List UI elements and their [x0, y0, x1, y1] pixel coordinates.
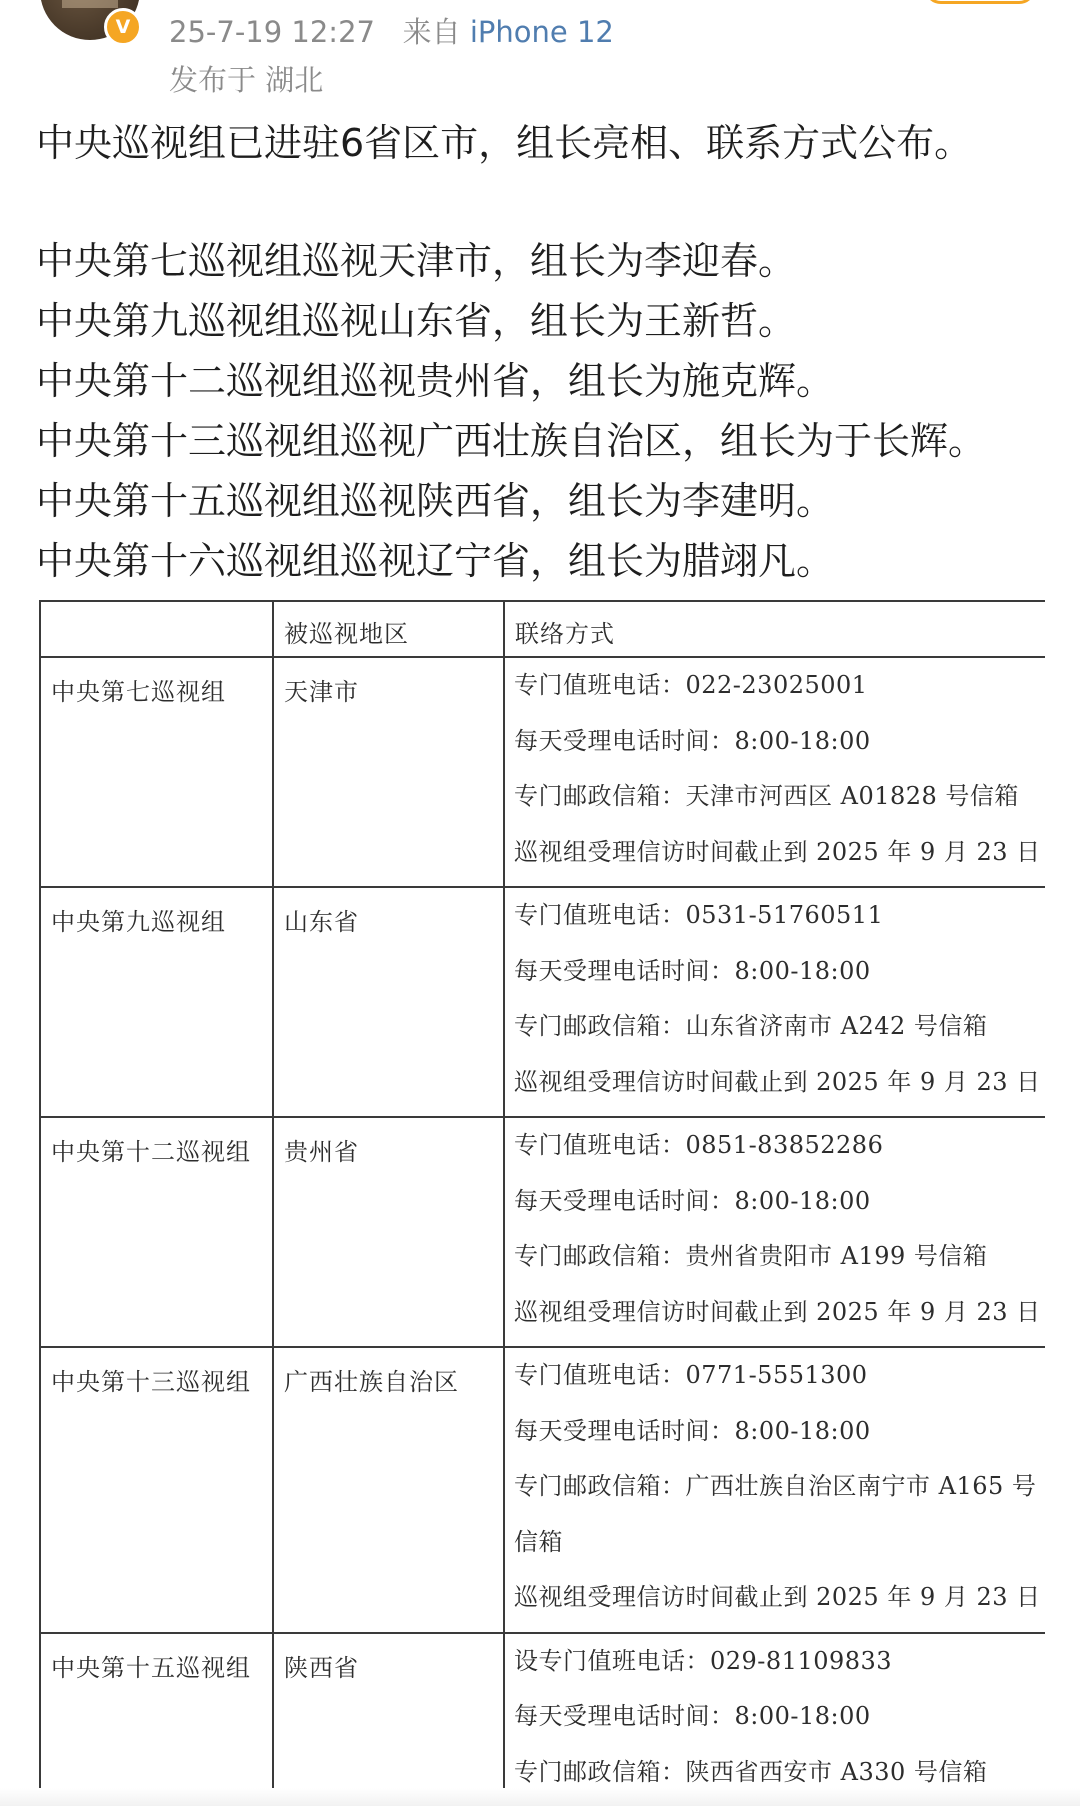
- contact-list: [505, 1118, 1045, 1346]
- post-line: 中央第十六巡视组巡视辽宁省，组长为腊翊凡。: [36, 539, 835, 583]
- region-name: 广西壮族自治区: [284, 1368, 459, 1396]
- table-cell-group: [40, 1347, 273, 1633]
- contact-line: 专门邮政信箱：天津市河西区 A01828 号信箱: [514, 782, 1019, 810]
- post-meta: [169, 10, 614, 51]
- post-source-device-link[interactable]: iPhone 12: [469, 15, 614, 49]
- verified-badge-icon: V: [104, 8, 142, 46]
- region-name: 天津市: [284, 678, 359, 706]
- contact-line: 每天受理电话时间：8:00-18:00: [514, 1416, 871, 1445]
- contact-line: 专门邮政信箱：陕西省西安市 A330 号信箱: [514, 1757, 988, 1786]
- table-cell-contact: [504, 1347, 1045, 1633]
- table-header-row: [40, 601, 1045, 657]
- table-cell-contact: [504, 1633, 1045, 1791]
- table-cell-region: [273, 1117, 504, 1347]
- contact-list: [505, 888, 1045, 1116]
- table-cell-group: [40, 1633, 273, 1791]
- region-name: 山东省: [284, 908, 359, 936]
- group-name: 中央第九巡视组: [51, 908, 226, 936]
- contact-line: 每天受理电话时间：8:00-18:00: [514, 726, 871, 755]
- table-row: [40, 657, 1045, 887]
- table-row: [40, 887, 1045, 1117]
- table-cell-region: [273, 887, 504, 1117]
- contact-line: 每天受理电话时间：8:00-18:00: [514, 956, 871, 985]
- post-time: 25-7-19 12:27: [169, 15, 375, 49]
- contact-line: 专门邮政信箱：广西壮族自治区南宁市 A165 号: [514, 1472, 1037, 1500]
- contact-line: 每天受理电话时间：8:00-18:00: [514, 1702, 871, 1730]
- post-source-prefix: 来自: [402, 15, 461, 49]
- table-cell-group: [40, 1117, 273, 1347]
- post-line: 中央第七巡视组巡视天津市，组长为李迎春。: [36, 239, 797, 283]
- inspection-contact-table: [39, 600, 1045, 1790]
- contact-line: 专门邮政信箱：贵州省贵阳市 A199 号信箱: [514, 1242, 988, 1270]
- contact-line: 每天受理电话时间：8:00-18:00: [514, 1186, 871, 1215]
- contact-line: 专门邮政信箱：山东省济南市 A242 号信箱: [514, 1012, 988, 1040]
- contact-line: 专门值班电话：0531-51760511: [514, 901, 884, 929]
- group-name: 中央第十五巡视组: [51, 1653, 251, 1682]
- contact-line: 巡视组受理信访时间截止到 2025 年 9 月 23 日: [514, 837, 1041, 866]
- table-cell-contact: [504, 1117, 1045, 1347]
- post-line: 中央第九巡视组巡视山东省，组长为王新哲。: [36, 299, 797, 343]
- post-location: 发布于 湖北: [169, 63, 324, 97]
- contact-line: 专门值班电话：022-23025001: [514, 671, 868, 699]
- post-body: [36, 236, 986, 596]
- table-cell-contact: [504, 887, 1045, 1117]
- region-name: 贵州省: [284, 1138, 359, 1166]
- table-header-cell: [40, 601, 273, 657]
- post-line: 中央第十二巡视组巡视贵州省，组长为施克辉。: [36, 359, 835, 403]
- table-cell-region: [273, 657, 504, 887]
- contact-line: 专门值班电话：0851-83852286: [514, 1131, 884, 1159]
- table-row: [40, 1347, 1045, 1633]
- table-cell-group: [40, 657, 273, 887]
- contact-line: 信箱: [514, 1527, 563, 1556]
- contact-line: 巡视组受理信访时间截止到 2025 年 9 月 23 日: [514, 1297, 1041, 1326]
- table-cell-contact: [504, 657, 1045, 887]
- follow-button[interactable]: [924, 0, 1036, 4]
- contact-list: [505, 1634, 1045, 1791]
- post-headline: 中央巡视组已进驻6省区市，组长亮相、联系方式公布。: [36, 121, 973, 165]
- post-image[interactable]: [39, 600, 1045, 1790]
- table-row: [40, 1117, 1045, 1347]
- table-header-cell: 联络方式: [504, 601, 1045, 657]
- contact-list: [505, 658, 1045, 886]
- contact-list: [505, 1348, 1045, 1632]
- group-name: 中央第十二巡视组: [51, 1138, 251, 1166]
- bottom-fade-divider: [0, 1788, 1080, 1806]
- table-cell-group: [40, 887, 273, 1117]
- table-cell-region: [273, 1347, 504, 1633]
- post-line: 中央第十五巡视组巡视陕西省，组长为李建明。: [36, 479, 835, 523]
- contact-line: 专门值班电话：0771-5551300: [514, 1361, 868, 1389]
- table-header-cell: 被巡视地区: [273, 601, 504, 657]
- group-name: 中央第十三巡视组: [51, 1368, 251, 1396]
- contact-line: 设专门值班电话：029-81109833: [514, 1646, 893, 1675]
- table-row: [40, 1633, 1045, 1791]
- post-line: 中央第十三巡视组巡视广西壮族自治区，组长为于长辉。: [36, 419, 987, 463]
- contact-line: 巡视组受理信访时间截止到 2025 年 9 月 23 日: [514, 1067, 1041, 1096]
- table-cell-region: [273, 1633, 504, 1791]
- group-name: 中央第七巡视组: [51, 678, 226, 706]
- region-name: 陕西省: [284, 1653, 359, 1682]
- contact-line: 巡视组受理信访时间截止到 2025 年 9 月 23 日: [514, 1583, 1041, 1611]
- avatar-image-detail: [62, 0, 118, 8]
